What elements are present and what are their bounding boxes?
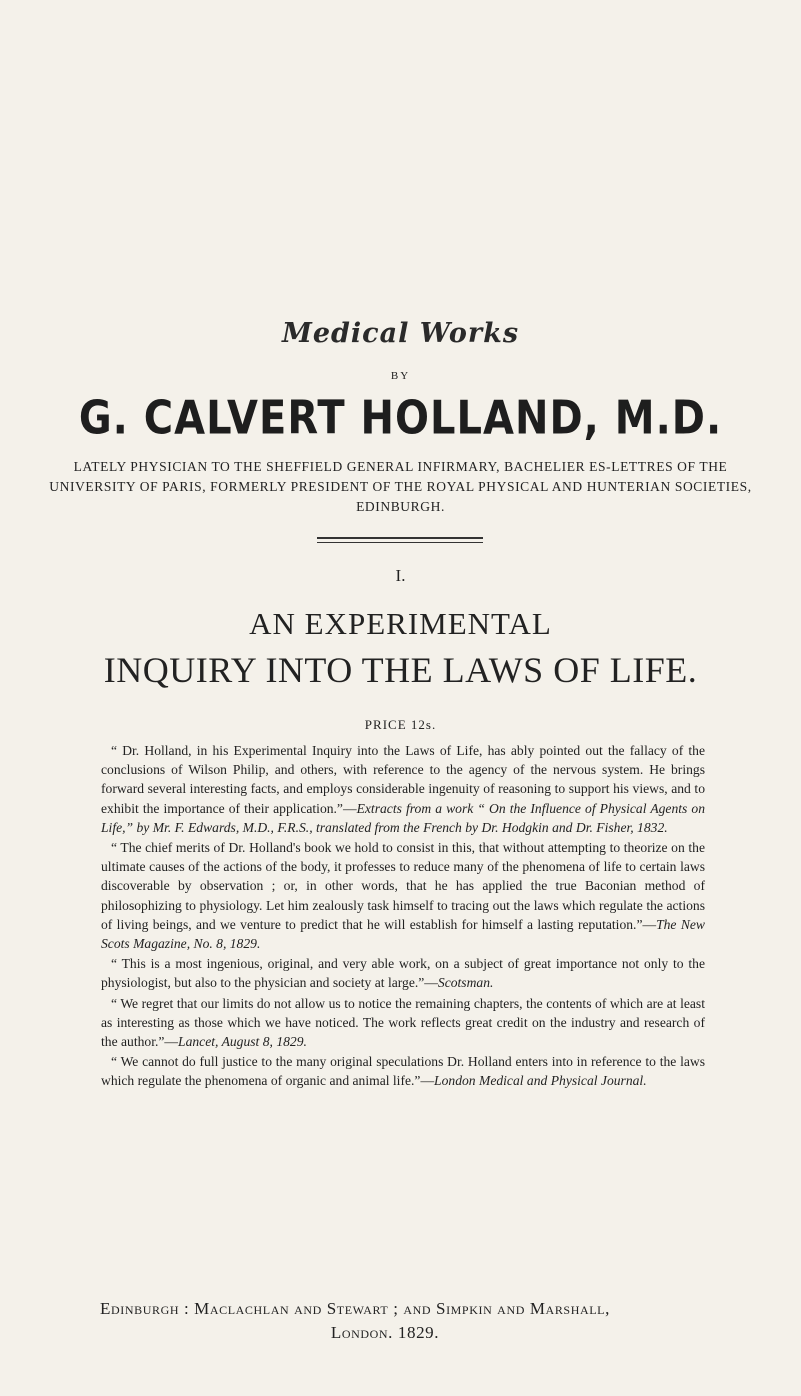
imprint-publishers: Edinburgh : Maclachlan and Stewart ; and Simpkin and Marshall, — [100, 1299, 610, 1318]
review-item — [101, 741, 705, 837]
book-price: PRICE 12s. — [364, 717, 437, 732]
imprint-place-date: London. 1829. — [330, 1323, 440, 1342]
review-text: “ The chief merits of Dr. Holland's book we hold to consist in this, that without attempting to theorize on the ultimate causes of the actions of the body, it professes to reduce many of the phenomena of life to certain laws discoverable by observation ; or, in other words, that he has applied the true Baconian method of philosophizing to physiology. Let him zealously task himself to tracing out the laws which regulate the actions of living beings, and we venture to predict that he will establish for himself a lasting reputation.”— — [101, 840, 705, 932]
by-label: BY — [390, 370, 411, 382]
author-credentials: LATELY PHYSICIAN TO THE SHEFFIELD GENERAL INFIRMARY, BACHELIER ES-LETTRES OF THE UNIVERSITY OF PARIS, FORMERLY PRESIDENT OF THE ROYAL PHYSICAL AND HUNTERIAN SOCIETIES, EDINBURGH. — [49, 459, 752, 514]
review-list — [101, 741, 705, 1092]
review-source: Extracts from a work “ On the Influence of Physical Agents on Life,” by Mr. F. Edwards, M.D., F.R.S., translated from the French by Dr. Hodgkin and Dr. Fisher, 1832. — [101, 800, 706, 835]
double-rule-top — [317, 537, 483, 539]
review-text: “ Dr. Holland, in his Experimental Inquiry into the Laws of Life, has ably pointed out the fallacy of the conclusions of Wilson Philip, and others, with reference to the agency of the nervous system. He brings forward several interesting facts, and employs considerable ingenuity of reasoning to support his views, and to exhibit the importance of their application.”— — [101, 743, 705, 816]
double-rule-bottom — [317, 542, 483, 543]
author-name: G. CALVERT HOLLAND, M.D. — [78, 392, 723, 445]
review-source: Lancet, August 8, 1829. — [178, 1034, 307, 1050]
review-source: London Medical and Physical Journal. — [434, 1073, 647, 1089]
section-numeral: I. — [395, 566, 406, 585]
blackletter-heading: Medical Works — [281, 318, 520, 349]
review-item — [101, 838, 705, 953]
review-text: “ This is a most ingenious, original, and very able work, on a subject of great importance not only to the physiologist, but also to the physician and society at large.”— — [101, 956, 705, 991]
book-title-line2: INQUIRY INTO THE LAWS OF LIFE. — [103, 650, 698, 690]
review-source: The New Scots Magazine, No. 8, 1829. — [101, 916, 705, 952]
book-title-line1: AN EXPERIMENTAL — [249, 606, 552, 641]
review-source: Scotsman. — [437, 975, 494, 991]
publisher-imprint — [100, 1297, 720, 1345]
review-item — [101, 1052, 705, 1090]
review-text: “ We cannot do full justice to the many original speculations Dr. Holland enters into in reference to the laws which regulate the phenomena of organic and animal life.”— — [101, 1054, 705, 1089]
review-text: “ We regret that our limits do not allow us to notice the remaining chapters, the contents of which are at least as interesting as those which we have noticed. The work reflects great credit on the industry and research of the author.”— — [101, 995, 705, 1050]
review-item — [101, 954, 705, 992]
review-item — [101, 994, 705, 1052]
